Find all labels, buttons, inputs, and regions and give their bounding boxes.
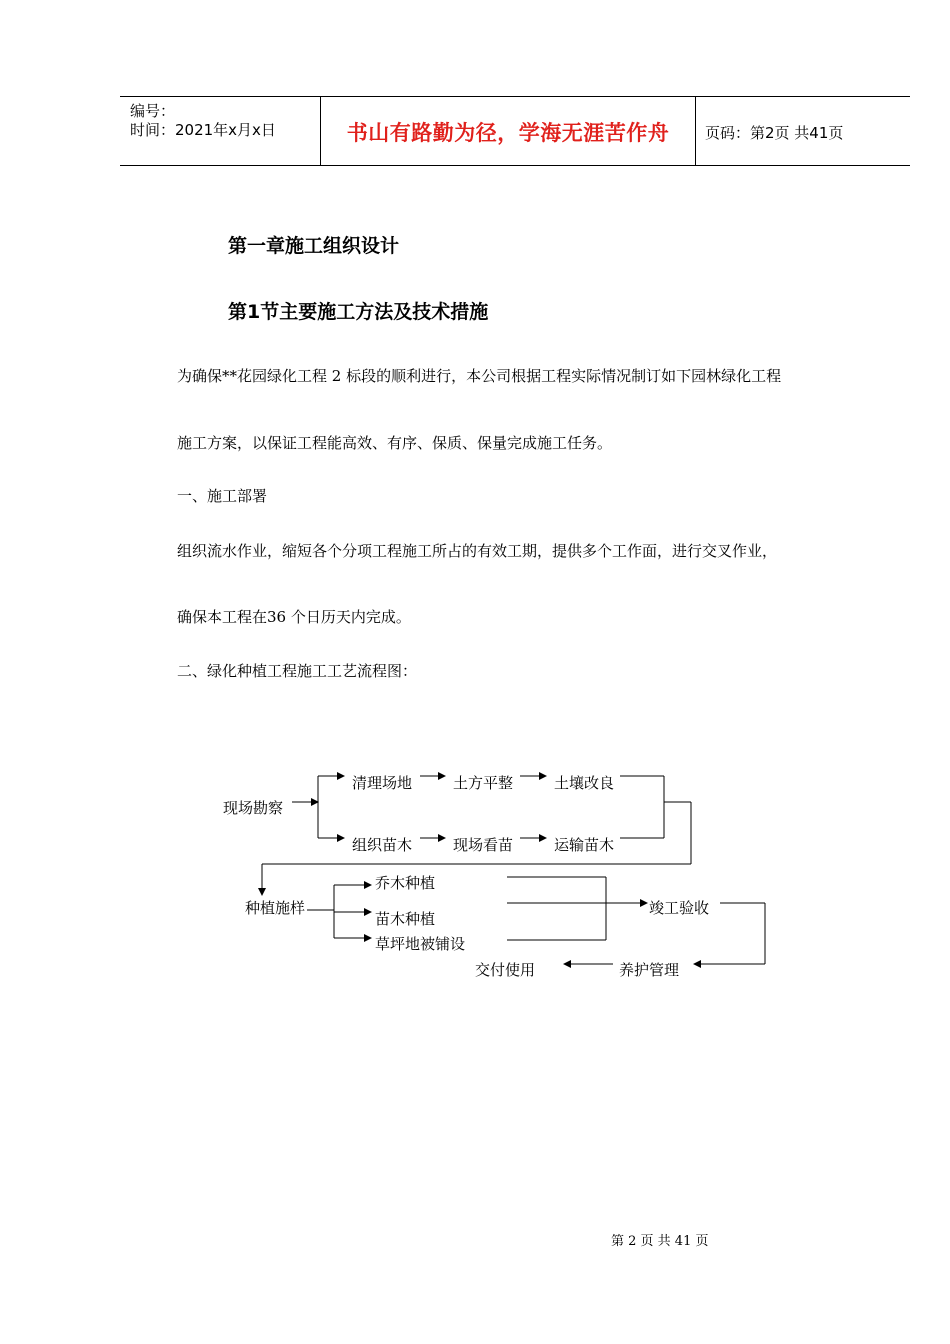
paragraph-2: 施工方案，以保证工程能高效、有序、保质、保量完成施工任务。 (177, 434, 613, 452)
motto-text: 书山有路勤为径，学海无涯苦作舟 (346, 121, 670, 145)
flow-node-survey: 现场勘察 (223, 799, 284, 817)
flow-node-organize-seedlings: 组织苗木 (352, 836, 413, 854)
heading-flowchart: 二、绿化种植工程施工工艺流程图： (177, 662, 418, 680)
flow-node-layout: 种植施样 (245, 899, 306, 917)
flow-node-acceptance: 竣工验收 (649, 899, 710, 917)
flow-node-seedling-planting: 苗木种植 (375, 910, 436, 928)
flow-node-clear-site: 清理场地 (352, 774, 413, 792)
flow-node-maintenance: 养护管理 (619, 961, 680, 979)
flow-node-delivery: 交付使用 (475, 961, 536, 979)
heading-deployment: 一、施工部署 (177, 487, 268, 505)
flow-node-soil-improve: 土壤改良 (554, 774, 615, 792)
date-label: 时间：2021年x月x日 (130, 121, 276, 139)
paragraph-1: 为确保**花园绿化工程 2 标段的顺利进行，本公司根据工程实际情况制订如下园林绿化工程 (177, 367, 782, 385)
flow-node-leveling: 土方平整 (453, 774, 514, 792)
serial-number-label: 编号： (130, 102, 176, 120)
flow-node-transport-seedlings: 运输苗木 (554, 836, 615, 854)
flow-node-inspect-seedlings: 现场看苗 (453, 836, 514, 854)
paragraph-3: 组织流水作业，缩短各个分项工程施工所占的有效工期，提供多个工作面，进行交叉作业， (177, 542, 778, 560)
chapter-title: 第一章施工组织设计 (228, 235, 400, 257)
page-footer: 第 2 页 共 41 页 (611, 1234, 709, 1249)
paragraph-4: 确保本工程在36 个日历天内完成。 (177, 608, 411, 626)
flow-node-tree-planting: 乔木种植 (375, 874, 436, 892)
flow-node-lawn-laying: 草坪地被铺设 (375, 935, 466, 953)
section-title: 第1节主要施工方法及技术措施 (228, 301, 489, 323)
page-number-label: 页码：第2页 共41页 (705, 124, 844, 142)
